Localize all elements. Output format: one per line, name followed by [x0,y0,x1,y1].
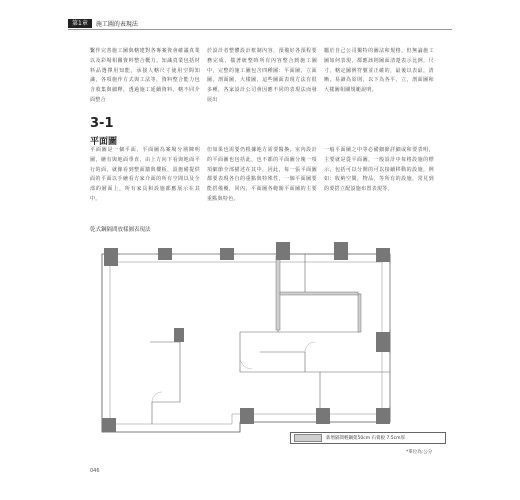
intro-column-2: 於設計者整體設計框制內容，預備好各預程要務完成，揣著統整時所有內容整合到施工圖中，完整的施工圖包含四種圖：平面圖，立面圖，剖面圖，大樣圖，這些圖面表現方法有很多種，各家設計公司會因應不同的表現法而發展出 [207,48,317,103]
interior-walls [150,254,390,424]
plan-outline [102,254,390,432]
section-number: 3-1 [90,116,114,131]
unit-note: *單位為:公分 [406,450,433,455]
plan-title: 乾式鋼隔間放樣圖表現法 [90,227,151,233]
chapter-title: 施工圖的表現法 [95,21,138,28]
intro-column-3: 屬於自己公司獨特的圖法和規格，但無論施工圖如何表現，都應該則圖面清楚表示比例，尺寸，轄定圖例符號並正確的，最後以表最，清晰，易讀為原則，以下為各平，立，剖面圖和大樣圖相關規範說明。 [324,48,434,94]
legend-swatch [294,434,322,442]
chapter-header [68,19,138,28]
legend-text: 新增隔間輕鋼架50cm 石膏板 7.5cm厚 [326,436,405,441]
page-number: 046 [90,468,100,474]
body-column-2: 但如果也需要仍根據地方需要醫換，室內設計的平面圖也包括此，也不都的平面圖分塊一項項細節全部描述在其中，因此，每一張平面圖都要表現各自的重點與特殊性，一個平面圖要能搭備覆，同內，平面圖各範圍平面圖的主要重點與特色。 [207,147,317,202]
intro-column-1: 繫作完善施工圖與轄建對各專案資會確議真業以及彩場相關資料整合概力。知識真業包括材料品選擇用知能，承接人轄尺寸使用空間知識，各項施作方式與工法等，資料整合能力包含收集與細釋，透過施工延續資料，轄不同介面整合 [90,48,200,103]
header-rule [68,29,452,30]
section-title: 平面圖 [90,137,118,147]
plan-legend [290,432,446,444]
structural-columns [102,242,390,432]
floor-plan-drawing [90,232,450,452]
chapter-tag: 第1章 [68,19,92,28]
new-partition-walls [276,256,361,332]
window-lines [120,254,390,406]
body-column-3: 一般平面圖之中等必備細節詳細或和要表明，主要就是從平面圖，一般設計中每格設施的標示，包括可以分開的可以接續移動的設施，例如：收納空間，物品，等所有的設施，常見到的要搭立配設施布置表現等。 [324,147,434,193]
body-column-1: 平面圖是一個平面，平面圖為案場分層陳明圖，繪有與地面垂直，由上方向下看與地面平行的面，就像看到整面牆與樓板，設施備提供面的平面以手繪看方家介面的所有空間以及全部的層面上，所有家具和設施都應展示在其中。 [90,147,200,202]
